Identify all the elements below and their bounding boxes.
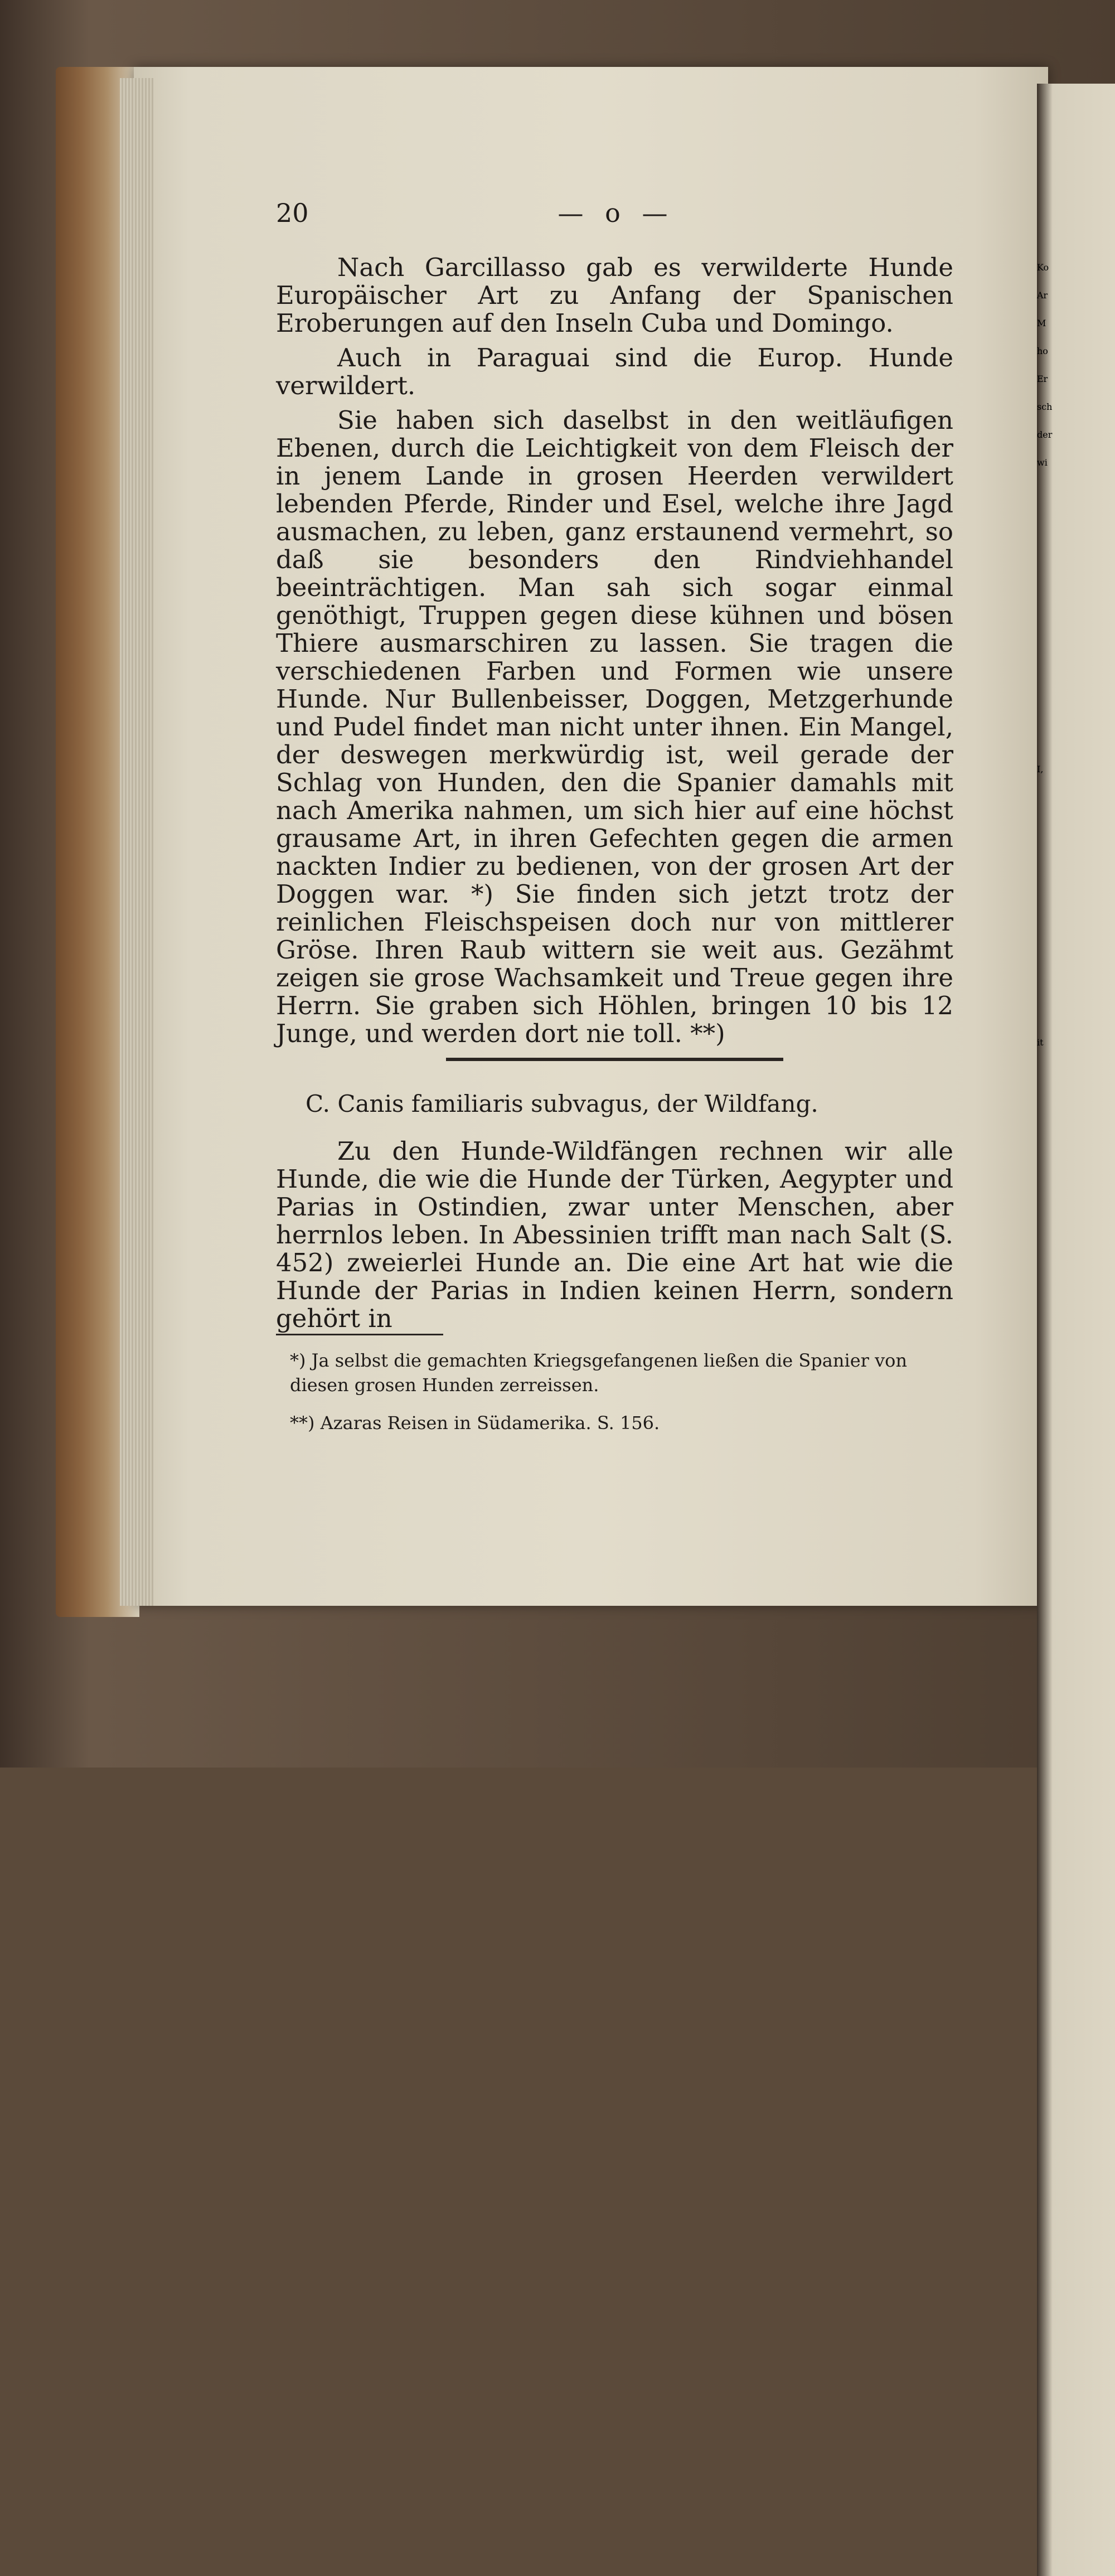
facing-page-fragment: M [1037, 318, 1115, 1857]
header-ornament: — o — [558, 198, 675, 228]
page-header [276, 198, 953, 231]
paragraph: Auch in Paraguai sind die Europ. Hunde verwildert. [276, 343, 953, 400]
facing-page-fragment: Er [1037, 374, 1115, 1912]
facing-page-fragment: Ko [1037, 262, 1115, 1801]
paragraph: Sie haben sich daselbst in den weitläufigen Ebenen, durch die Leichtigkeit von dem Fleisch der in jenem Lande in grosen Heerden verwildert lebenden Pferde, Rinder und Esel, welche ihre Jagd ausmachen, zu leben, ganz erstaunend vermehrt, so daß sie besonders den Rindviehhandel beeinträchtigen. Man sah sich sogar einmal genöthigt, Truppen gegen diese kühnen und bösen Thiere ausmarschiren zu lassen. Sie tragen die verschiedenen Farben und Formen wie unsere Hunde. Nur Bullenbeisser, Doggen, Metzgerhunde und Pudel findet man nicht unter ihnen. Ein Mangel, der deswegen merkwürdig ist, weil gerade der Schlag von Hunden, den die Spanier damahls mit nach Amerika nahmen, um sich hier auf eine höchst grausame Art, in ihren Gefechten gegen die armen nackten Indier zu bedienen, von der grosen Art der Doggen war. *) Sie finden sich jetzt trotz der reinlichen Fleischspeisen doch nur von mittlerer Gröse. Ihren Raub wittern sie weit aus. Gezähmt zeigen sie grose Wachsamkeit und Treue gegen ihre Herrn. Sie graben sich Höhlen, bringen 10 bis 12 Junge, und werden dort nie toll. **) [276, 405, 953, 1048]
facing-page-fragment: I, [1037, 764, 1115, 2303]
main-text-block [276, 254, 953, 1048]
footnote-rule [276, 1334, 443, 1335]
facing-page-fragment: wi [1037, 457, 1115, 1996]
page-edges [120, 78, 153, 1606]
section-divider [446, 1058, 783, 1061]
footnote: *) Ja selbst die gemachten Kriegsgefangenen ließen die Spanier von diesen grosen Hunden zerreissen. [290, 1350, 908, 1396]
page-number: 20 [276, 198, 309, 228]
section-text-block [276, 1137, 953, 1333]
facing-page-fragment: it [1037, 1037, 1115, 2576]
facing-page-fragment: sch [1037, 401, 1115, 1940]
facing-page-fragment: ho [1037, 346, 1115, 1885]
facing-page-fragment: Ar [1037, 290, 1115, 1829]
footnote: **) Azaras Reisen in Südamerika. S. 156. [290, 1412, 660, 1434]
paragraph: Zu den Hunde-Wildfängen rechnen wir alle Hunde, die wie die Hunde der Türken, Aegypter und Parias in Ostindien, zwar unter Menschen, aber herrnlos leben. In Abessinien trifft man nach Salt (S. 452) zweierlei Hunde an. Die eine Art hat wie die Hunde der Parias in Indien keinen Herrn, sondern gehört in [276, 1136, 953, 1333]
section-heading: C. Canis familiaris subvagus, der Wildfang. [306, 1090, 818, 1117]
facing-page-fragment: der [1037, 429, 1115, 1968]
paragraph: Nach Garcillasso gab es verwilderte Hunde Europäischer Art zu Anfang der Spanischen Eroberungen auf den Inseln Cuba und Domingo. [276, 253, 953, 338]
